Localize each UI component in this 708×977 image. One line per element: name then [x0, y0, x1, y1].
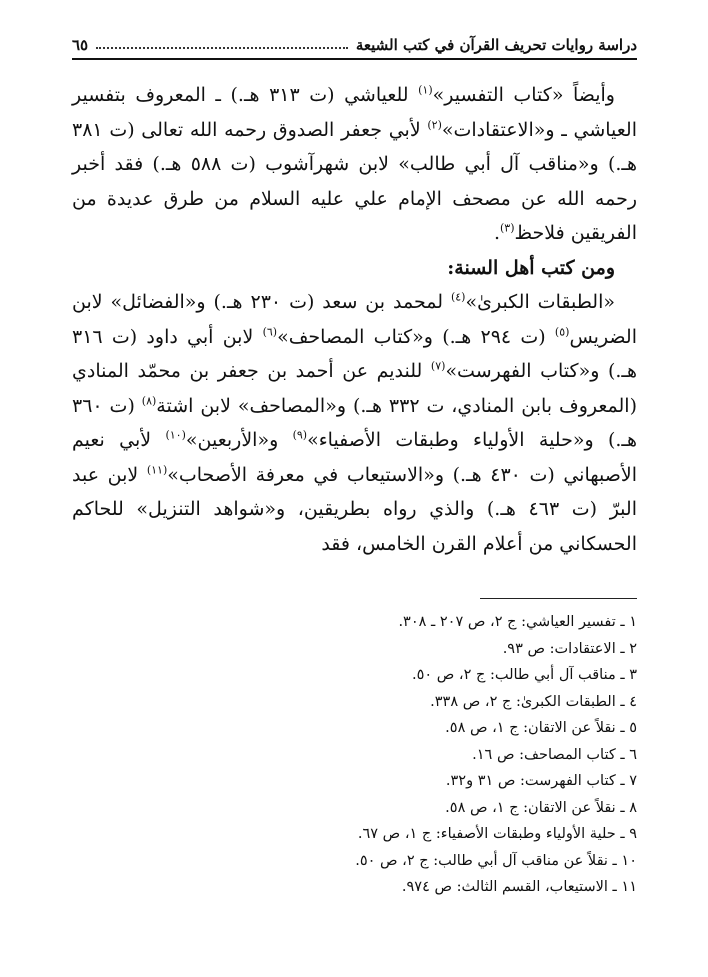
footnote-ref-7[interactable]: (٧)	[430, 359, 446, 373]
footnote-item: ٤ ـ الطبقات الكبرىٰ: ج ٢، ص ٣٣٨.	[430, 693, 637, 710]
running-header-title: دراسة روايات تحريف القرآن في كتب الشيعة	[355, 36, 637, 54]
footnote-ref-9[interactable]: (٩)	[292, 428, 308, 442]
footnote-item: ٢ ـ الاعتقادات: ص ٩٣.	[502, 640, 637, 657]
footnote-ref-1[interactable]: (١)	[418, 83, 433, 97]
footnotes-list	[250, 609, 637, 901]
footnote-item: ٧ ـ كتاب الفهرست: ص ٣١ و٣٢.	[445, 773, 637, 789]
paragraph-sunni-sources: «الطبقات الكبرىٰ»$^{(٤)}$ لمحمد بن سعد (ت ٢٣٠ هـ.) و«الفضائل» لابن الضريس$^{(٥)}$ (ت ٢٩٤ هـ.) و«كتاب المصاحف»$^{(٦)}$ لابن أبي داود (ت ٣١٦ هـ.) و«كتاب الفهرست»$^{(٧)}$ للنديم عن أحمد بن جعفر بن محمّد المنادي (المعروف بابن المنادي، ت ٣٣٢ هـ.) و«المصاحف» لابن اشتة$^{(٨)}$ (ت ٣٦٠ هـ.) و«حلية الأولياء وطبقات الأصفياء»$^{(٩)}$ و«الأربعين»$^{(١٠)}$ لأبي نعيم الأصبهاني (ت ٤٣٠ هـ.) و«الاستيعاب في معرفة الأصحاب»$^{(١١)}$ لابن عبد البرّ (ت ٤٦٣ هـ.) والذي رواه بطريقين، و«شواهد التنزيل» للحاكم الحسكاني من أعلام القرن الخامس، فقد	[72, 290, 637, 555]
footnote-ref-5[interactable]: (٥)	[554, 325, 570, 339]
footnote-ref-10[interactable]: (١٠)	[165, 428, 186, 442]
footnote-ref-11[interactable]: (١١)	[146, 463, 168, 477]
footnote-item: ٥ ـ نقلاً عن الاتقان: ج ١، ص ٥٨.	[445, 720, 637, 736]
dotted-leader	[96, 47, 348, 49]
paragraph-shia-sources: وأيضاً «كتاب التفسير»$^{(١)}$ للعياشي (ت ٣١٣ هـ.) ـ المعروف بتفسير العياشي ـ و«الاعتقادات»$^{(٢)}$ لأبي جعفر الصدوق رحمه الله تعالى (ت ٣٨١ هـ.) و«مناقب آل أبي طالب» لابن شهرآشوب (ت ٥٨٨ هـ.) فقد أخبر رحمه الله عن مصحف الإمام علي عليه السلام من طرق عديدة من الفريقين فلاحظ$^{(٣)}$.	[72, 83, 637, 244]
footnote-ref-6[interactable]: (٦)	[262, 325, 278, 339]
footnote-item: ١ ـ تفسير العياشي: ج ٢، ص ٢٠٧ ـ ٣٠٨.	[398, 614, 637, 630]
footnote-ref-2[interactable]: (٢)	[427, 118, 442, 132]
footnote-item: ٩ ـ حلية الأولياء وطبقات الأصفياء: ج ١، ص ٦٧.	[357, 826, 637, 842]
subheading-sunni-sources: ومن كتب أهل السنة:	[447, 256, 615, 279]
running-header	[72, 30, 637, 60]
page-number: ٦٥	[72, 36, 89, 54]
footnote-ref-4[interactable]: (٤)	[450, 290, 466, 304]
footnote-separator	[480, 598, 637, 599]
footnote-item: ١٠ ـ نقلاً عن مناقب آل أبي طالب: ج ٢، ص ٥٠.	[355, 852, 637, 869]
footnote-item: ٣ ـ مناقب آل أبي طالب: ج ٢، ص ٥٠.	[411, 667, 637, 683]
footnote-item: ٨ ـ نقلاً عن الاتقان: ج ١، ص ٥٨.	[445, 799, 637, 816]
footnote-ref-8[interactable]: (٨)	[141, 394, 157, 408]
main-text	[72, 78, 637, 561]
footnote-ref-3[interactable]: (٣)	[499, 221, 515, 235]
footnote-item: ١١ ـ الاستيعاب، القسم الثالث: ص ٩٧٤.	[401, 879, 637, 895]
footnote-item: ٦ ـ كتاب المصاحف: ص ١٦.	[472, 746, 637, 763]
